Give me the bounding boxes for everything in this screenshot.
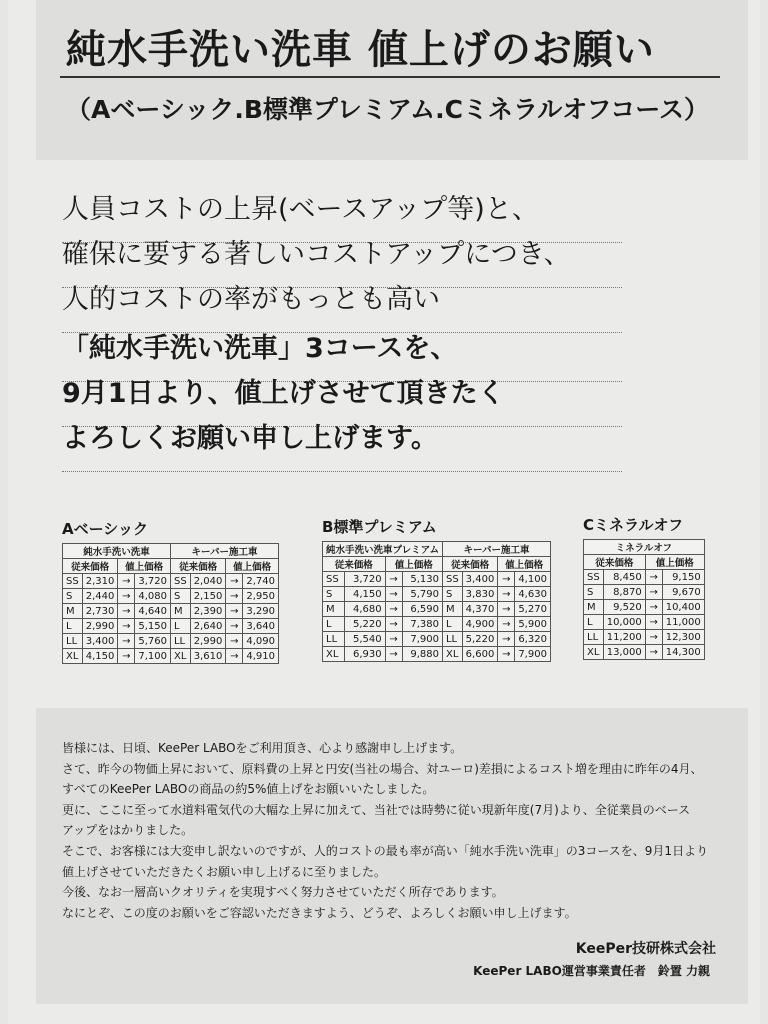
old-price-cell: 2,640 <box>190 619 226 634</box>
old-price-cell: 2,990 <box>190 634 226 649</box>
size-cell: XL <box>442 647 462 662</box>
arrow-cell: → <box>645 645 662 660</box>
new-price-cell: 4,630 <box>515 587 551 602</box>
arrow-cell: → <box>645 585 662 600</box>
arrow-cell: → <box>385 572 402 587</box>
size-cell: S <box>170 589 190 604</box>
arrow-cell: → <box>118 619 135 634</box>
size-cell: SS <box>170 574 190 589</box>
arrow-cell: → <box>226 634 243 649</box>
arrow-cell: → <box>498 632 515 647</box>
new-price-cell: 7,380 <box>402 617 442 632</box>
arrow-cell: → <box>226 574 243 589</box>
size-cell: SS <box>442 572 462 587</box>
size-cell: M <box>170 604 190 619</box>
old-price-cell: 5,220 <box>345 617 385 632</box>
new-price-cell: 3,290 <box>243 604 279 619</box>
arrow-cell: → <box>385 602 402 617</box>
arrow-cell: → <box>645 630 662 645</box>
old-price-cell: 2,440 <box>82 589 118 604</box>
price-table-c <box>583 539 705 660</box>
size-cell: L <box>442 617 462 632</box>
table-row <box>584 570 705 585</box>
old-price-cell: 4,680 <box>345 602 385 617</box>
new-price-cell: 4,090 <box>243 634 279 649</box>
arrow-cell: → <box>645 600 662 615</box>
message-line: 確保に要する著しいコストアップにつき、 <box>62 235 622 288</box>
size-cell: LL <box>63 634 83 649</box>
letter-line: さて、昨今の物価上昇において、原料費の上昇と円安(当社の場合、対ユーロ)差損によるコスト増を理由に昨年の4月、 <box>62 761 703 776</box>
price-table-a <box>62 543 279 664</box>
old-price-cell: 4,150 <box>345 587 385 602</box>
old-price-cell: 11,200 <box>603 630 645 645</box>
table-row <box>63 604 279 619</box>
message-line: 人的コストの率がもっとも高い <box>62 280 622 333</box>
arrow-cell: → <box>385 587 402 602</box>
table-row <box>584 585 705 600</box>
size-cell: S <box>63 589 83 604</box>
table-b-premium <box>322 516 551 662</box>
old-price-cell: 3,610 <box>190 649 226 664</box>
size-cell: M <box>584 600 604 615</box>
size-cell: L <box>584 615 604 630</box>
arrow-cell: → <box>645 570 662 585</box>
table-b-title: B標準プレミアム <box>322 518 437 536</box>
new-price-cell: 12,300 <box>662 630 704 645</box>
old-price-cell: 2,040 <box>190 574 226 589</box>
table-a-title: Aベーシック <box>62 520 149 538</box>
size-cell: SS <box>584 570 604 585</box>
old-price-cell: 2,990 <box>82 619 118 634</box>
arrow-cell: → <box>385 632 402 647</box>
old-price-cell: 5,220 <box>462 632 498 647</box>
table-row <box>323 647 551 662</box>
letter-line: 今後、なお一層高いクオリティを実現すべく努力させていただく所存であります。 <box>62 885 504 900</box>
old-price-cell: 8,450 <box>603 570 645 585</box>
new-price-cell: 5,270 <box>515 602 551 617</box>
letter-line: 値上げさせていただきたくお願い申し上げるに至りました。 <box>62 864 387 879</box>
old-price-cell: 6,600 <box>462 647 498 662</box>
table-row <box>323 587 551 602</box>
old-price-cell: 2,150 <box>190 589 226 604</box>
company-name: KeePer技研株式会社 <box>575 941 716 957</box>
size-cell: M <box>323 602 345 617</box>
old-price-cell: 13,000 <box>603 645 645 660</box>
new-price-cell: 4,910 <box>243 649 279 664</box>
table-row <box>63 619 279 634</box>
old-price-cell: 4,370 <box>462 602 498 617</box>
table-row <box>63 649 279 664</box>
new-price-cell: 7,900 <box>402 632 442 647</box>
col-header-old: 従来価格 <box>442 557 497 572</box>
old-price-cell: 2,310 <box>82 574 118 589</box>
size-cell: L <box>63 619 83 634</box>
col-header-new: 値上価格 <box>118 559 171 574</box>
arrow-cell: → <box>645 615 662 630</box>
arrow-cell: → <box>498 587 515 602</box>
new-price-cell: 4,640 <box>135 604 171 619</box>
new-price-cell: 6,590 <box>402 602 442 617</box>
old-price-cell: 8,870 <box>603 585 645 600</box>
arrow-cell: → <box>226 604 243 619</box>
group-header: キーパー施工車 <box>442 542 550 557</box>
letter-line: なにとぞ、この度のお願いをご容認いただきますよう、どうぞ、よろしくお願い申し上げます。 <box>62 905 577 920</box>
new-price-cell: 2,740 <box>243 574 279 589</box>
letter-line: そこで、お客様には大変申し訳ないのですが、人的コストの最も率が高い「純水手洗い洗車」の3コースを、9月1日より <box>62 843 709 858</box>
col-header-old: 従来価格 <box>323 557 386 572</box>
group-header: ミネラルオフ <box>584 540 705 555</box>
message-line: 「純水手洗い洗車」3コースを、 <box>62 329 622 382</box>
size-cell: S <box>323 587 345 602</box>
arrow-cell: → <box>118 649 135 664</box>
letter-line: アップをはかりました。 <box>62 823 194 838</box>
col-header-old: 従来価格 <box>63 559 118 574</box>
message-line: 人員コストの上昇(ベースアップ等)と、 <box>62 190 622 243</box>
new-price-cell: 9,670 <box>662 585 704 600</box>
col-header-new: 値上価格 <box>226 559 279 574</box>
arrow-cell: → <box>498 602 515 617</box>
new-price-cell: 5,790 <box>402 587 442 602</box>
table-row <box>63 574 279 589</box>
old-price-cell: 3,720 <box>345 572 385 587</box>
old-price-cell: 3,830 <box>462 587 498 602</box>
size-cell: LL <box>584 630 604 645</box>
new-price-cell: 14,300 <box>662 645 704 660</box>
arrow-cell: → <box>226 589 243 604</box>
size-cell: L <box>323 617 345 632</box>
arrow-cell: → <box>385 617 402 632</box>
size-cell: SS <box>323 572 345 587</box>
table-row <box>584 600 705 615</box>
new-price-cell: 2,950 <box>243 589 279 604</box>
size-cell: LL <box>323 632 345 647</box>
page-title: 純水手洗い洗車 値上げのお願い <box>66 27 655 73</box>
letter-line: 更に、ここに至って水道料電気代の大幅な上昇に加えて、当社では時勢に従い現新年度(7月)より、全従業員のベース <box>62 802 691 817</box>
old-price-cell: 5,540 <box>345 632 385 647</box>
message-line: よろしくお願い申し上げます。 <box>62 419 622 472</box>
new-price-cell: 9,150 <box>662 570 704 585</box>
old-price-cell: 9,520 <box>603 600 645 615</box>
arrow-cell: → <box>226 619 243 634</box>
message-line: 9月1日より、値上げさせて頂きたく <box>62 374 622 427</box>
new-price-cell: 6,320 <box>515 632 551 647</box>
col-header-new: 値上価格 <box>385 557 442 572</box>
new-price-cell: 7,900 <box>515 647 551 662</box>
size-cell: LL <box>442 632 462 647</box>
col-header-new: 値上価格 <box>498 557 551 572</box>
old-price-cell: 3,400 <box>462 572 498 587</box>
arrow-cell: → <box>118 604 135 619</box>
table-row <box>323 632 551 647</box>
new-price-cell: 11,000 <box>662 615 704 630</box>
letter-body <box>62 738 722 923</box>
arrow-cell: → <box>118 574 135 589</box>
new-price-cell: 10,400 <box>662 600 704 615</box>
title-divider <box>60 76 720 78</box>
arrow-cell: → <box>118 589 135 604</box>
old-price-cell: 3,400 <box>82 634 118 649</box>
size-cell: LL <box>170 634 190 649</box>
old-price-cell: 10,000 <box>603 615 645 630</box>
table-c-title: Cミネラルオフ <box>583 516 684 534</box>
letter-line: すべてのKeePer LABOの商品の約5%値上げをお願いいたしました。 <box>62 782 435 797</box>
col-header-new: 値上価格 <box>645 555 704 570</box>
size-cell: XL <box>584 645 604 660</box>
new-price-cell: 5,130 <box>402 572 442 587</box>
size-cell: XL <box>63 649 83 664</box>
old-price-cell: 4,150 <box>82 649 118 664</box>
table-row <box>323 572 551 587</box>
new-price-cell: 3,640 <box>243 619 279 634</box>
old-price-cell: 2,390 <box>190 604 226 619</box>
table-row <box>584 630 705 645</box>
new-price-cell: 9,880 <box>402 647 442 662</box>
new-price-cell: 3,720 <box>135 574 171 589</box>
group-header: 純水手洗い洗車プレミアム <box>323 542 443 557</box>
table-row <box>323 617 551 632</box>
price-table-b <box>322 541 551 662</box>
arrow-cell: → <box>118 634 135 649</box>
new-price-cell: 5,760 <box>135 634 171 649</box>
arrow-cell: → <box>226 649 243 664</box>
table-c-mineral-off <box>583 514 705 660</box>
table-row <box>63 589 279 604</box>
table-row <box>584 615 705 630</box>
old-price-cell: 6,930 <box>345 647 385 662</box>
table-row <box>584 645 705 660</box>
new-price-cell: 4,080 <box>135 589 171 604</box>
table-a-basic <box>62 518 279 664</box>
representative-name: KeePer LABO運営事業責任者 鈴置 力親 <box>473 964 710 978</box>
size-cell: S <box>442 587 462 602</box>
arrow-cell: → <box>498 647 515 662</box>
new-price-cell: 7,100 <box>135 649 171 664</box>
size-cell: L <box>170 619 190 634</box>
page-subtitle: （Aベーシック.B標準プレミアム.Cミネラルオフコース） <box>66 95 709 124</box>
col-header-old: 従来価格 <box>170 559 225 574</box>
size-cell: M <box>442 602 462 617</box>
col-header-old: 従来価格 <box>584 555 646 570</box>
new-price-cell: 5,150 <box>135 619 171 634</box>
group-header: 純水手洗い洗車 <box>63 544 171 559</box>
table-row <box>323 602 551 617</box>
group-header: キーパー施工車 <box>170 544 278 559</box>
size-cell: XL <box>323 647 345 662</box>
arrow-cell: → <box>498 617 515 632</box>
size-cell: M <box>63 604 83 619</box>
size-cell: XL <box>170 649 190 664</box>
old-price-cell: 4,900 <box>462 617 498 632</box>
arrow-cell: → <box>498 572 515 587</box>
new-price-cell: 5,900 <box>515 617 551 632</box>
arrow-cell: → <box>385 647 402 662</box>
new-price-cell: 4,100 <box>515 572 551 587</box>
old-price-cell: 2,730 <box>82 604 118 619</box>
table-row <box>63 634 279 649</box>
size-cell: SS <box>63 574 83 589</box>
size-cell: S <box>584 585 604 600</box>
letter-line: 皆様には、日頃、KeePer LABOをご利用頂き、心より感謝申し上げます。 <box>62 741 463 755</box>
